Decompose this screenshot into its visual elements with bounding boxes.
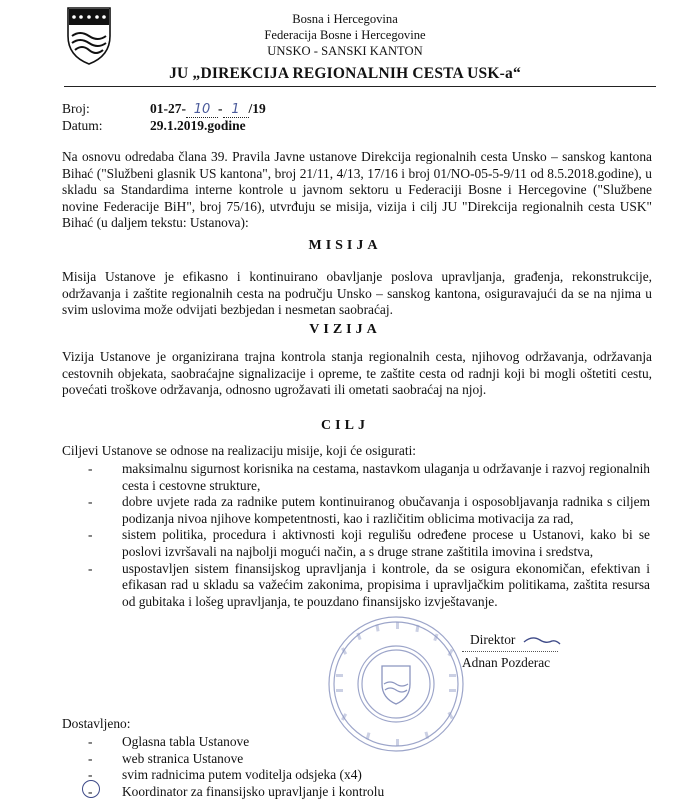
header-country: Bosna i Hercegovina: [292, 12, 398, 26]
broj-label: Broj:: [62, 101, 90, 116]
header-title: JU „DIREKCIJA REGIONALNIH CESTA USK-a“: [169, 65, 521, 82]
list-item: - svim radnicima putem voditelja odsjeka (x4): [88, 767, 508, 784]
header-federation: Federacija Bosne i Hercegovine: [264, 28, 426, 42]
official-stamp: [326, 614, 466, 754]
intro-paragraph: Na osnovu odredaba člana 39. Pravila Javne ustanove Direkcija regionalnih cesta Unsko – sanskog kantona Bihać ("Službeni glasnik US kantona", broj 21/11, 4/13, 17/16 i broj 01/NO-05-5-9/11 od 8.5.2018.godine), u skladu sa Standardima interne kontrole u javnom sektoru u Federaciji Bosne i Hercegovine ("Službene novine Federacije BiH", broj 75/16), utvrđuju se misija, vizija i cilj JU "Direkcija regionalnih cesta USK" Bihać (u daljem tekstu: Ustanova):: [62, 149, 652, 231]
handwritten-circle-mark: [82, 780, 100, 798]
list-item: - uspostavljen sistem finansijskog upravljanja i kontrole, da se osigura ekonomičan, efektivan i efikasan rad u skladu sa važećim zakonima, propisima i upravljačkim politikama, zaštita resursa od gubitaka i lošeg upravljanja, te pouzdano finansijsko izvještavanje.: [88, 561, 650, 611]
list-item: - Oglasna tabla Ustanove: [88, 734, 508, 751]
broj-prefix: 01-27-: [150, 101, 186, 116]
list-item: - sistem politika, procedura i aktivnosti koji regulišu određene procese u Ustanovi, kako bi se poslovi izvršavali na najbolji mogući način, a s druge strane zaštitila imovina i sredstva,: [88, 527, 650, 560]
datum-value: 29.1.2019.godine: [150, 118, 246, 133]
list-item: - dobre uvjete rada za radnike putem kontinuiranog obučavanja i osposobljavanja radnika s ciljem podizanja nivoa njihove kompetentnosti, kao i različitim oblicima motivacija za rad,: [88, 494, 650, 527]
datum-label: Datum:: [62, 118, 103, 133]
broj-suffix: /19: [248, 101, 266, 116]
cilj-intro: Ciljevi Ustanove se odnose na realizaciju misije, koji će osigurati:: [62, 443, 417, 458]
misija-heading: MISIJA: [308, 238, 382, 253]
list-item: - Koordinator za finansijsko upravljanje i kontrolu: [88, 784, 508, 800]
cilj-heading: CILJ: [321, 418, 369, 433]
signature-name: Adnan Pozderac: [462, 655, 551, 670]
broj-handwritten-2: 1: [223, 102, 249, 118]
signature-line: [462, 651, 558, 652]
cilj-list: [88, 461, 650, 610]
dostavljeno-label: Dostavljeno:: [62, 716, 131, 731]
vizija-paragraph: Vizija Ustanove je organizirana trajna kontrola stanja regionalnih cesta, njihovog održavanja, održavanja cestovnih objekata, saobraćajne signalizacije i opreme, te zaštite cesta od radnji koji bi mogli oštetiti cestu, povećati troškove održavanja, odnosno ugrožavati ili ometati saobraćaj na njoj.: [62, 349, 652, 398]
vizija-heading: VIZIJA: [309, 322, 381, 337]
broj-sep: -: [218, 101, 223, 116]
list-item: - maksimalnu sigurnost korisnika na cestama, nastavkom ulaganja u održavanje i razvoj regionalnih cesta i cestovne strukture,: [88, 461, 650, 494]
dostavljeno-list: [88, 734, 508, 800]
handwritten-signature: [522, 632, 562, 650]
signature-role: Direktor: [470, 632, 516, 647]
header-divider: [64, 86, 656, 87]
list-item: - web stranica Ustanove: [88, 751, 508, 768]
broj-handwritten-1: 10: [186, 102, 218, 118]
header-canton: UNSKO - SANSKI KANTON: [267, 44, 423, 58]
misija-paragraph: Misija Ustanove je efikasno i kontinuirano obavljanje poslova upravljanja, građenja, rekonstrukcije, održavanja i zaštite regionalnih cesta na području Unsko – sanskog kantona, osiguravajući da se na njima u svim uslovima može odvijati bezbjedan i nesmetan saobraćaj.: [62, 269, 652, 318]
broj-value: [150, 101, 266, 118]
